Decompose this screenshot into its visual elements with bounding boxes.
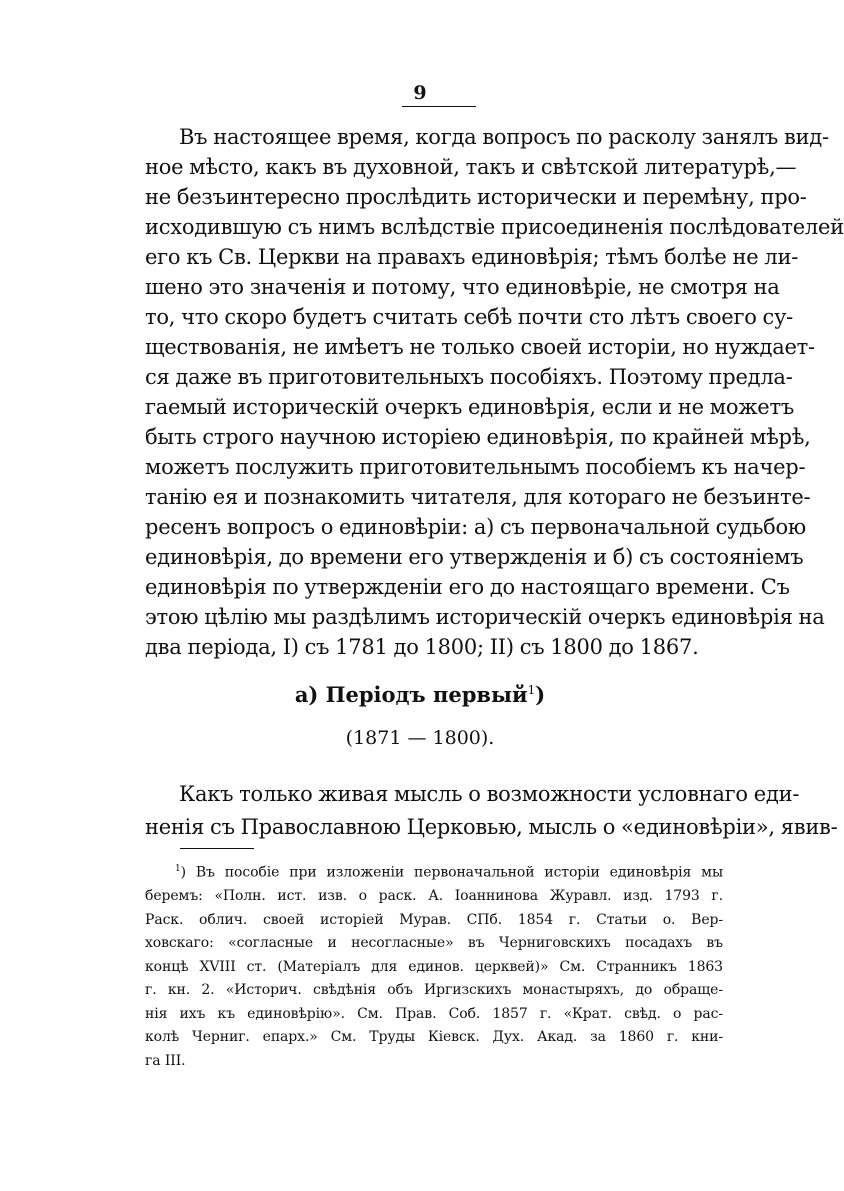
text-line: то, что скоро будетъ считать себѣ почти сто лѣтъ своего су- bbox=[145, 305, 794, 329]
text-line: гаемый историческій очеркъ единовѣрія, если и не можетъ bbox=[145, 395, 794, 419]
second-paragraph bbox=[145, 778, 838, 844]
footnote-line: колѣ Черниг. епарх.» См. Труды Кіевск. Дух. Акад. за 1860 г. кни- bbox=[145, 1029, 723, 1046]
main-paragraph bbox=[145, 122, 844, 662]
text-line: ся даже въ приготовительныхъ пособіяхъ. Поэтому предла- bbox=[145, 365, 793, 389]
footnote-line: беремъ: «Полн. ист. изв. о раск. А. Іоаннинова Журавл. изд. 1793 г. bbox=[145, 888, 723, 905]
text-line: ществованія, не имѣетъ не только своей исторіи, но нуждает- bbox=[145, 335, 815, 359]
text-line: единовѣрія по утвержденіи его до настоящаго времени. Съ bbox=[145, 575, 790, 599]
text-line: два періода, I) съ 1781 до 1800; II) съ 1800 до 1867. bbox=[145, 635, 699, 659]
text-line: ненія съ Православною Церковью, мысль о «единовѣріи», явив- bbox=[145, 815, 838, 839]
text-line: Въ настоящее время, когда вопросъ по расколу занялъ вид- bbox=[179, 125, 829, 149]
section-heading-text: а) Періодъ первый bbox=[294, 682, 528, 707]
text-line: ресенъ вопросъ о единовѣріи: а) съ первоначальной судьбою bbox=[145, 515, 806, 539]
text-line: быть строго научною исторіею единовѣрія, по крайней мѣрѣ, bbox=[145, 425, 811, 449]
page-number-rule bbox=[402, 106, 476, 107]
text-line: танію ея и познакомить читателя, для котораго не безъинте- bbox=[145, 485, 811, 509]
footnote-line: нія ихъ къ единовѣрію». См. Прав. Соб. 1857 г. «Крат. свѣд. о рас- bbox=[145, 1005, 723, 1022]
text-line: единовѣрія, до времени его утвержденія и б) съ состояніемъ bbox=[145, 545, 804, 569]
footnote-rule bbox=[180, 848, 254, 849]
text-line: его къ Св. Церкви на правахъ единовѣрія; тѣмъ болѣе не ли- bbox=[145, 245, 799, 269]
text-line: Какъ только живая мысль о возможности условнаго еди- bbox=[179, 782, 800, 806]
section-dates: (1871 — 1800). bbox=[345, 727, 495, 749]
footnote-line: ховскаго: «согласные и несогласные» въ Черниговскихъ посадахъ въ bbox=[145, 935, 723, 952]
footnote-line: га III. bbox=[145, 1052, 186, 1069]
footnote-line bbox=[145, 858, 723, 885]
text-line: исходившую съ нимъ вслѣдствіе присоединенія послѣдователей bbox=[145, 215, 844, 239]
section-heading bbox=[0, 682, 840, 707]
footnote-line: г. кн. 2. «Историч. свѣдѣнія объ Иргизскихъ монастыряхъ, до обраще- bbox=[145, 982, 723, 999]
page-number: 9 bbox=[413, 82, 427, 104]
text-line: ное мѣсто, какъ въ духовной, такъ и свѣтской литературѣ,— bbox=[145, 155, 797, 179]
footnote-line: концѣ XVIII ст. (Матеріалъ для единов. церквей)» См. Странникъ 1863 bbox=[145, 958, 723, 975]
text-line: не безъинтересно прослѣдить исторически и перемѣну, про- bbox=[145, 185, 807, 209]
footnote-reference: 1 bbox=[527, 683, 536, 697]
text-line: можетъ послужить приготовительнымъ пособіемъ къ начер- bbox=[145, 455, 806, 479]
text-line: шено это значенія и потому, что единовѣріе, не смотря на bbox=[145, 275, 780, 299]
footnote-text: ) Въ пособіе при изложеніи первоначальной исторіи единовѣрія мы bbox=[180, 864, 723, 881]
section-heading-close: ) bbox=[535, 682, 546, 707]
text-line: этою цѣлію мы раздѣлимъ историческій очеркъ единовѣрія на bbox=[145, 605, 825, 629]
footnote-line: Раск. облич. своей исторіей Мурав. СПб. 1854 г. Статьи о. Вер- bbox=[145, 911, 723, 928]
footnote bbox=[145, 858, 723, 1073]
footnote-mark: 1 bbox=[175, 864, 181, 874]
